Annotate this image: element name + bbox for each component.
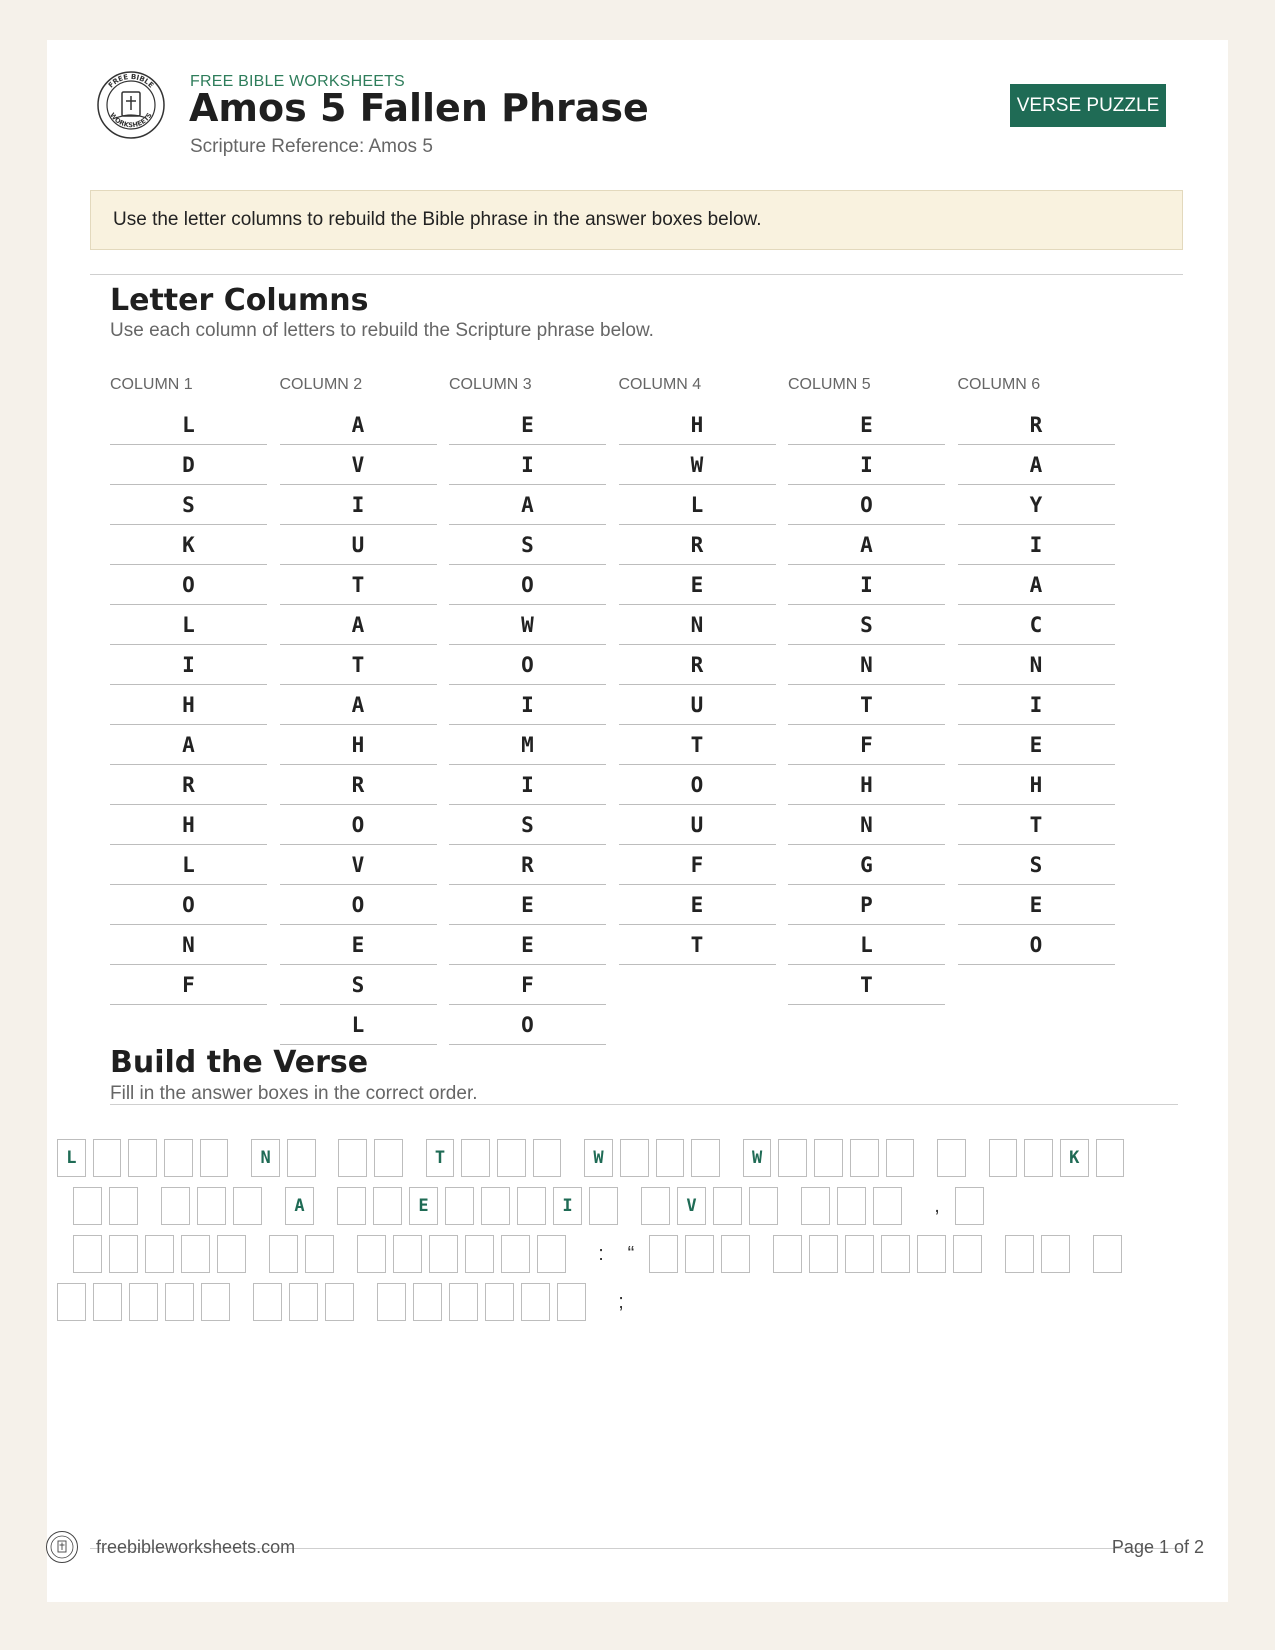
column-letter: O [110,565,267,605]
answer-box[interactable] [749,1187,778,1225]
column-letter: I [449,445,606,485]
column-letter: N [788,805,945,845]
column-letter: V [280,845,437,885]
column-letter: I [958,685,1115,725]
letter-column-4 [619,377,776,965]
column-letter: E [958,725,1115,765]
worksheet-page [47,40,1228,1602]
column-letter: L [619,485,776,525]
answer-row [57,1187,1147,1225]
answer-box[interactable] [685,1235,714,1273]
column-letter: T [788,685,945,725]
word-gap [321,1187,337,1225]
column-letter: W [619,445,776,485]
column-letter: E [619,885,776,925]
column-header: COLUMN 5 [788,376,871,393]
answer-box[interactable] [656,1139,685,1177]
column-letter: I [449,765,606,805]
answer-box[interactable] [129,1283,158,1321]
column-letter: L [110,605,267,645]
word-gap [625,1187,641,1225]
answer-box[interactable] [109,1235,138,1273]
answer-box[interactable] [128,1139,157,1177]
answer-box[interactable] [373,1187,402,1225]
column-letter: A [958,445,1115,485]
column-letter: N [619,605,776,645]
answer-box[interactable] [145,1235,174,1273]
word-gap [573,1235,589,1273]
column-letter: A [280,685,437,725]
column-letter: W [449,605,606,645]
column-letter: A [788,525,945,565]
answer-box[interactable] [181,1235,210,1273]
column-letter: R [619,645,776,685]
answer-box[interactable] [1093,1235,1122,1273]
build-verse-heading: Build the Verse [110,1045,369,1080]
answer-box[interactable] [814,1139,843,1177]
column-letter: U [280,525,437,565]
letter-column-2 [280,377,437,1045]
column-letter: F [619,845,776,885]
footer-logo-icon [45,1530,79,1564]
answer-box[interactable] [557,1283,586,1321]
answer-box[interactable] [620,1139,649,1177]
letter-column-6 [958,377,1115,965]
answer-box[interactable] [1024,1139,1053,1177]
punctuation: ; [618,1290,624,1313]
answer-box-hint[interactable]: I [553,1187,582,1225]
svg-text:WORKSHEETS: WORKSHEETS [108,111,154,130]
column-letter: O [619,765,776,805]
answer-box[interactable] [881,1235,910,1273]
answer-box[interactable] [165,1283,194,1321]
letter-columns-subtitle: Use each column of letters to rebuild the Scripture phrase below. [110,320,654,341]
answer-box[interactable] [201,1283,230,1321]
answer-box[interactable] [197,1187,226,1225]
column-letter: O [958,925,1115,965]
answer-box[interactable] [837,1187,866,1225]
column-letter: N [788,645,945,685]
footer-url: freebibleworksheets.com [96,1537,296,1557]
column-letter: E [449,925,606,965]
word-gap [909,1187,925,1225]
answer-box[interactable] [305,1235,334,1273]
column-letter: L [110,845,267,885]
answer-box-hint[interactable]: E [409,1187,438,1225]
answer-box-hint[interactable]: K [1060,1139,1089,1177]
column-letter: T [788,965,945,1005]
column-letter: N [110,925,267,965]
answer-box[interactable] [337,1187,366,1225]
word-gap [757,1235,773,1273]
answer-box[interactable] [1005,1235,1034,1273]
column-letter: O [449,645,606,685]
column-letter: L [110,405,267,445]
word-gap [991,1187,1007,1225]
column-letter: A [280,405,437,445]
word-gap [1129,1235,1145,1273]
answer-box[interactable] [357,1235,386,1273]
column-letter: G [788,845,945,885]
answer-box[interactable] [773,1235,802,1273]
column-letter: A [449,485,606,525]
column-letter: D [110,445,267,485]
answer-box-hint[interactable]: V [677,1187,706,1225]
column-letter: R [619,525,776,565]
punctuation: : [598,1242,604,1265]
answer-box-hint[interactable]: L [57,1139,86,1177]
answer-box[interactable] [1096,1139,1125,1177]
column-letter: O [788,485,945,525]
column-letter: E [449,885,606,925]
scripture-reference: Scripture Reference: Amos 5 [190,136,433,157]
page-number: Page 1 of 2 [1111,1537,1204,1557]
answer-box[interactable] [953,1235,982,1273]
answer-box[interactable] [461,1139,490,1177]
answer-box-hint[interactable]: N [251,1139,280,1177]
answer-box[interactable] [521,1283,550,1321]
answer-box[interactable] [886,1139,915,1177]
word-gap [235,1139,251,1177]
answer-box[interactable] [937,1139,966,1177]
answer-box[interactable] [338,1139,367,1177]
word-gap [727,1139,743,1177]
instructions-text: Use the letter columns to rebuild the Bible phrase in the answer boxes below. [113,209,762,230]
answer-box[interactable] [287,1139,316,1177]
column-letter: I [788,445,945,485]
answer-box[interactable] [989,1139,1018,1177]
column-letter: T [619,725,776,765]
build-verse-subtitle: Fill in the answer boxes in the correct order. [110,1083,478,1104]
column-letter: H [280,725,437,765]
column-letter: R [449,845,606,885]
column-letter: E [449,405,606,445]
column-letter: E [958,885,1115,925]
column-letter: Y [958,485,1115,525]
answer-box[interactable] [501,1235,530,1273]
word-gap [1131,1139,1147,1177]
answer-box[interactable] [713,1187,742,1225]
answer-box[interactable] [217,1235,246,1273]
answer-box[interactable] [73,1187,102,1225]
column-letter: H [619,405,776,445]
column-letter: A [110,725,267,765]
answer-box[interactable] [641,1187,670,1225]
column-letter: H [110,685,267,725]
word-gap [593,1283,609,1321]
column-header: COLUMN 6 [957,376,1041,393]
answer-box[interactable] [845,1235,874,1273]
answer-row [57,1139,1147,1177]
answer-box[interactable] [374,1139,403,1177]
answer-box[interactable] [325,1283,354,1321]
answer-box[interactable] [809,1235,838,1273]
column-letter: L [788,925,945,965]
answer-box-hint[interactable]: W [743,1139,772,1177]
answer-box[interactable] [164,1139,193,1177]
answer-box[interactable] [445,1187,474,1225]
column-letter: O [280,885,437,925]
answer-box[interactable] [449,1283,478,1321]
letter-columns-heading: Letter Columns [110,283,369,318]
answer-box[interactable] [517,1187,546,1225]
column-header: COLUMN 2 [279,376,363,393]
column-letter: S [449,525,606,565]
answer-box[interactable] [537,1235,566,1273]
answer-boxes [57,1139,1147,1331]
column-letter: T [280,565,437,605]
column-letter: S [958,845,1115,885]
column-header: COLUMN 1 [110,376,193,393]
column-letter: S [449,805,606,845]
letter-column-3 [449,377,606,1045]
column-letter: P [788,885,945,925]
punctuation: “ [627,1242,635,1265]
column-letter: H [958,765,1115,805]
brand-label: FREE BIBLE WORKSHEETS [190,73,405,90]
answer-box-hint[interactable]: A [285,1187,314,1225]
answer-box[interactable] [393,1235,422,1273]
answer-box[interactable] [93,1283,122,1321]
answer-box[interactable] [93,1139,122,1177]
column-letter: A [280,605,437,645]
column-letter: E [788,405,945,445]
answer-box[interactable] [161,1187,190,1225]
answer-box[interactable] [465,1235,494,1273]
column-letter: T [619,925,776,965]
section-divider [90,274,1183,275]
answer-box[interactable] [589,1187,618,1225]
answer-box[interactable] [73,1235,102,1273]
column-letter: H [110,805,267,845]
svg-text:FREE BIBLE: FREE BIBLE [106,72,156,90]
answer-box[interactable] [200,1139,229,1177]
column-letter: U [619,685,776,725]
column-letter: M [449,725,606,765]
word-gap [253,1235,269,1273]
answer-box[interactable] [721,1235,750,1273]
column-header: COLUMN 4 [618,376,702,393]
answer-box[interactable] [955,1187,984,1225]
column-letter: F [449,965,606,1005]
column-letter: O [449,565,606,605]
answer-box[interactable] [801,1187,830,1225]
answer-box[interactable] [413,1283,442,1321]
verse-puzzle-badge: VERSE PUZZLE [1010,84,1166,127]
word-gap [973,1139,989,1177]
column-letter: A [958,565,1115,605]
word-gap [410,1139,426,1177]
column-letter: O [280,805,437,845]
column-letter: R [110,765,267,805]
column-letter: T [280,645,437,685]
letter-column-5 [788,377,945,1005]
answer-row [57,1235,1147,1273]
column-letter: V [280,445,437,485]
answer-box[interactable] [497,1139,526,1177]
column-letter: R [280,765,437,805]
column-letter: U [619,805,776,845]
answer-box-hint[interactable]: W [584,1139,613,1177]
answer-box[interactable] [289,1283,318,1321]
answer-box[interactable] [917,1235,946,1273]
column-header: COLUMN 3 [449,376,532,393]
column-letter: E [280,925,437,965]
column-letter: I [958,525,1115,565]
word-gap [269,1187,285,1225]
column-letter: C [958,605,1115,645]
answer-box[interactable] [533,1139,562,1177]
answer-box[interactable] [481,1187,510,1225]
column-letter: I [280,485,437,525]
punctuation: , [934,1194,940,1217]
answer-box[interactable] [233,1187,262,1225]
word-gap [568,1139,584,1177]
answer-box[interactable] [485,1283,514,1321]
column-letter: F [788,725,945,765]
instructions-banner [90,190,1183,250]
column-letter: F [110,965,267,1005]
letter-column-1 [110,377,267,1005]
word-gap [145,1187,161,1225]
word-gap [361,1283,377,1321]
answer-box[interactable] [429,1235,458,1273]
word-gap [323,1139,339,1177]
column-letter: I [449,685,606,725]
answer-box[interactable] [649,1235,678,1273]
column-letter: N [958,645,1115,685]
column-letter: S [280,965,437,1005]
column-letter: I [788,565,945,605]
answer-box[interactable] [253,1283,282,1321]
column-letter: S [788,605,945,645]
logo-badge-icon [96,70,166,140]
column-letter: O [449,1005,606,1045]
answer-box[interactable] [57,1283,86,1321]
answer-box[interactable] [691,1139,720,1177]
word-gap [1077,1235,1093,1273]
answer-box[interactable] [850,1139,879,1177]
answer-row [57,1283,1147,1321]
word-gap [921,1139,937,1177]
answer-box[interactable] [377,1283,406,1321]
word-gap [989,1235,1005,1273]
page-title: Amos 5 Fallen Phrase [189,86,649,130]
column-letter: O [110,885,267,925]
column-letter: E [619,565,776,605]
column-letter: T [958,805,1115,845]
answer-box[interactable] [1041,1235,1070,1273]
answer-box[interactable] [109,1187,138,1225]
answer-box[interactable] [873,1187,902,1225]
word-gap [785,1187,801,1225]
answer-box-hint[interactable]: T [426,1139,455,1177]
word-gap [341,1235,357,1273]
answer-box[interactable] [778,1139,807,1177]
answer-box[interactable] [269,1235,298,1273]
column-letter: I [110,645,267,685]
column-letter: S [110,485,267,525]
column-letter: R [958,405,1115,445]
word-gap [237,1283,253,1321]
column-letter: H [788,765,945,805]
column-letter: K [110,525,267,565]
column-letter: L [280,1005,437,1045]
